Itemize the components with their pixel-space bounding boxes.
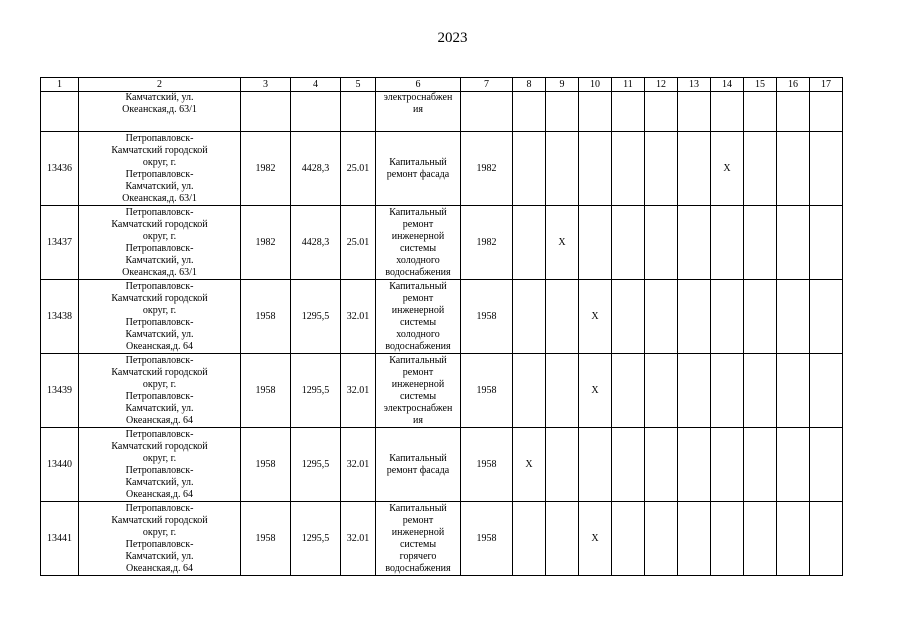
cell-mark [579, 206, 612, 280]
cell-code: 32.01 [341, 502, 376, 576]
column-number-row [41, 78, 843, 92]
cell-work: Капитальный ремонт фасада [376, 428, 461, 502]
cell-mark [546, 354, 579, 428]
cell-mark [744, 354, 777, 428]
cell-id: 13438 [41, 280, 79, 354]
cell-mark [810, 354, 843, 428]
cell-mark [678, 354, 711, 428]
cell-address: Камчатский, ул. Океанская,д. 63/1 [79, 92, 241, 132]
cell-mark [777, 354, 810, 428]
cell-mark [513, 132, 546, 206]
cell-area: 1295,5 [291, 280, 341, 354]
cell-year-ref: 1958 [461, 354, 513, 428]
cell-area: 1295,5 [291, 354, 341, 428]
cell-id: 13437 [41, 206, 79, 280]
cell-mark [645, 354, 678, 428]
cell-mark [810, 280, 843, 354]
cell-mark [810, 92, 843, 132]
column-header: 8 [513, 78, 546, 92]
cell-area: 4428,3 [291, 206, 341, 280]
cell-code: 32.01 [341, 280, 376, 354]
cell-mark [744, 206, 777, 280]
cell-year-built: 1982 [241, 206, 291, 280]
cell-id: 13441 [41, 502, 79, 576]
cell-mark [744, 502, 777, 576]
cell-year-built: 1958 [241, 428, 291, 502]
cell-code: 32.01 [341, 354, 376, 428]
cell-area: 4428,3 [291, 132, 341, 206]
cell-mark [711, 354, 744, 428]
cell-mark [645, 428, 678, 502]
table-body [41, 78, 843, 576]
table-row [41, 280, 843, 354]
page-year: 2023 [437, 30, 468, 46]
cell-id [41, 92, 79, 132]
cell-mark [513, 280, 546, 354]
cell-mark [513, 206, 546, 280]
cell-mark [612, 206, 645, 280]
cell-year-built [241, 92, 291, 132]
column-header: 14 [711, 78, 744, 92]
cell-address: Петропавловск- Камчатский городской округ, г. Петропавловск- Камчатский, ул. Океанская,д. 63/1 [79, 206, 241, 280]
cell-mark [546, 92, 579, 132]
column-header: 12 [645, 78, 678, 92]
cell-code: 25.01 [341, 132, 376, 206]
cell-address: Петропавловск- Камчатский городской округ, г. Петропавловск- Камчатский, ул. Океанская,д. 64 [79, 280, 241, 354]
cell-mark [645, 280, 678, 354]
cell-mark [777, 206, 810, 280]
cell-year-ref: 1982 [461, 132, 513, 206]
cell-mark [810, 206, 843, 280]
column-header: 2 [79, 78, 241, 92]
cell-mark [513, 92, 546, 132]
cell-area: 1295,5 [291, 502, 341, 576]
cell-work: Капитальный ремонт инженерной системы электроснабжен ия [376, 354, 461, 428]
column-header: 7 [461, 78, 513, 92]
cell-mark: X [711, 132, 744, 206]
cell-mark: X [546, 206, 579, 280]
cell-work: Капитальный ремонт инженерной системы холодного водоснабжения [376, 280, 461, 354]
cell-mark [645, 92, 678, 132]
cell-mark [678, 502, 711, 576]
cell-mark [513, 502, 546, 576]
cell-work: Капитальный ремонт фасада [376, 132, 461, 206]
column-header: 1 [41, 78, 79, 92]
cell-mark [612, 132, 645, 206]
cell-mark [711, 502, 744, 576]
cell-mark: X [513, 428, 546, 502]
cell-area [291, 92, 341, 132]
cell-mark [645, 502, 678, 576]
cell-address: Петропавловск- Камчатский городской округ, г. Петропавловск- Камчатский, ул. Океанская,д. 63/1 [79, 132, 241, 206]
cell-year-ref: 1958 [461, 502, 513, 576]
cell-id: 13440 [41, 428, 79, 502]
cell-mark [579, 92, 612, 132]
cell-work: Капитальный ремонт инженерной системы холодного водоснабжения [376, 206, 461, 280]
cell-mark [810, 428, 843, 502]
cell-work: Капитальный ремонт инженерной системы горячего водоснабжения [376, 502, 461, 576]
cell-year-built: 1958 [241, 502, 291, 576]
cell-mark [678, 280, 711, 354]
cell-mark [777, 502, 810, 576]
cell-mark [612, 354, 645, 428]
cell-area: 1295,5 [291, 428, 341, 502]
cell-year-built: 1958 [241, 354, 291, 428]
continuation-row [41, 92, 843, 132]
cell-mark [612, 92, 645, 132]
column-header: 11 [612, 78, 645, 92]
cell-year-built: 1982 [241, 132, 291, 206]
repair-schedule-table [40, 77, 843, 576]
cell-year-ref: 1958 [461, 428, 513, 502]
cell-mark [744, 280, 777, 354]
cell-year-ref [461, 92, 513, 132]
cell-mark [744, 92, 777, 132]
cell-mark [777, 280, 810, 354]
column-header: 6 [376, 78, 461, 92]
cell-year-built: 1958 [241, 280, 291, 354]
cell-mark: X [579, 280, 612, 354]
cell-mark [678, 132, 711, 206]
cell-id: 13439 [41, 354, 79, 428]
cell-mark [777, 428, 810, 502]
cell-mark [678, 206, 711, 280]
cell-code: 25.01 [341, 206, 376, 280]
cell-mark [546, 280, 579, 354]
cell-mark [777, 92, 810, 132]
column-header: 4 [291, 78, 341, 92]
cell-address: Петропавловск- Камчатский городской округ, г. Петропавловск- Камчатский, ул. Океанская,д. 64 [79, 502, 241, 576]
cell-mark [810, 502, 843, 576]
cell-mark [711, 280, 744, 354]
cell-mark [546, 428, 579, 502]
column-header: 16 [777, 78, 810, 92]
table-row [41, 132, 843, 206]
table-row [41, 354, 843, 428]
table-row [41, 206, 843, 280]
cell-mark [546, 502, 579, 576]
cell-address: Петропавловск- Камчатский городской округ, г. Петропавловск- Камчатский, ул. Океанская,д. 64 [79, 354, 241, 428]
cell-mark [711, 92, 744, 132]
cell-mark: X [579, 502, 612, 576]
cell-mark [546, 132, 579, 206]
cell-mark [711, 206, 744, 280]
column-header: 17 [810, 78, 843, 92]
cell-mark [711, 428, 744, 502]
table-row [41, 502, 843, 576]
column-header: 10 [579, 78, 612, 92]
cell-code [341, 92, 376, 132]
cell-mark [744, 428, 777, 502]
cell-year-ref: 1958 [461, 280, 513, 354]
cell-mark [744, 132, 777, 206]
cell-address: Петропавловск- Камчатский городской округ, г. Петропавловск- Камчатский, ул. Океанская,д. 64 [79, 428, 241, 502]
cell-mark [579, 132, 612, 206]
column-header: 13 [678, 78, 711, 92]
cell-work: электроснабжен ия [376, 92, 461, 132]
cell-mark [612, 502, 645, 576]
column-header: 9 [546, 78, 579, 92]
column-header: 5 [341, 78, 376, 92]
cell-mark [645, 132, 678, 206]
column-header: 15 [744, 78, 777, 92]
cell-mark [678, 92, 711, 132]
cell-mark [612, 280, 645, 354]
column-header: 3 [241, 78, 291, 92]
cell-mark [513, 354, 546, 428]
cell-mark [678, 428, 711, 502]
table-row [41, 428, 843, 502]
cell-mark [777, 132, 810, 206]
cell-year-ref: 1982 [461, 206, 513, 280]
cell-id: 13436 [41, 132, 79, 206]
cell-mark [612, 428, 645, 502]
cell-mark [579, 428, 612, 502]
cell-mark: X [579, 354, 612, 428]
cell-mark [645, 206, 678, 280]
cell-code: 32.01 [341, 428, 376, 502]
cell-mark [810, 132, 843, 206]
